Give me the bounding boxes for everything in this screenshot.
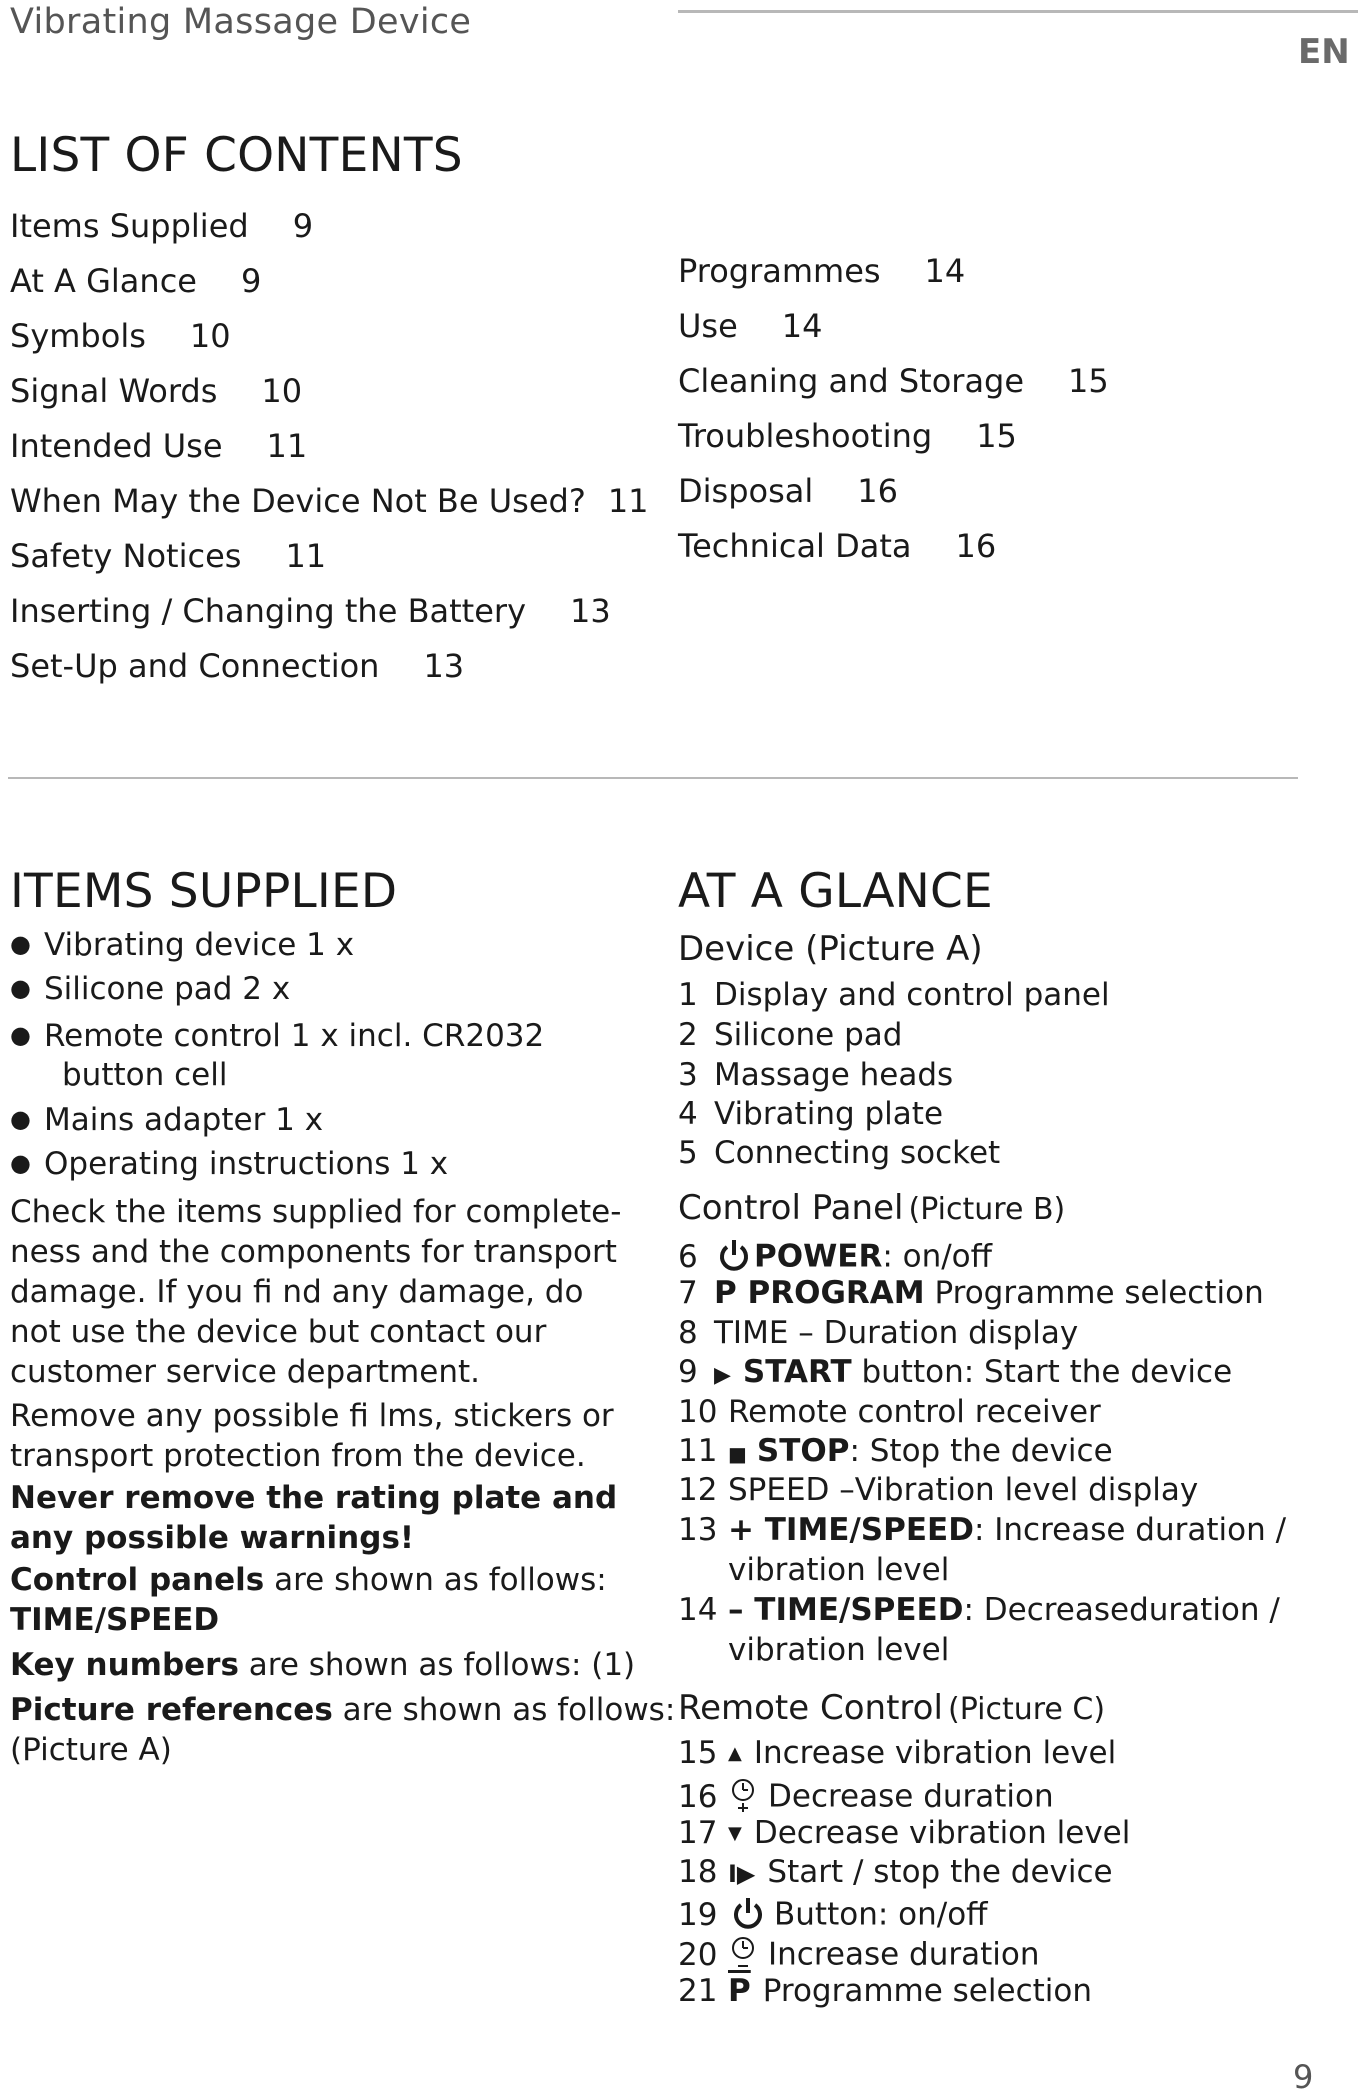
toc-entry-page: 11: [266, 427, 308, 465]
list-item-text: Remote control 1 x incl. CR2032: [44, 1018, 545, 1054]
clock-plus-icon: [728, 1936, 758, 1976]
item-number: 19: [678, 1896, 718, 1933]
list-item: [678, 1592, 1280, 1628]
header-divider: [678, 10, 1358, 13]
control-panel-subtitle: [678, 1188, 1065, 1228]
item-text: Silicone pad: [714, 1017, 903, 1053]
toc-entry-page: 11: [285, 537, 327, 575]
item-number: 4: [678, 1096, 698, 1132]
toc-entry: [10, 262, 262, 300]
item-number: 21: [678, 1973, 718, 2009]
toc-entry-page: 14: [924, 252, 966, 290]
toc-entry-label: Items Supplied: [10, 207, 249, 245]
toc-entry-page: 11: [607, 482, 649, 520]
item-label: P PROGRAM: [714, 1275, 925, 1311]
toc-entry: [10, 317, 231, 355]
item-number: 6: [678, 1238, 698, 1275]
toc-entry-label: Programmes: [678, 252, 881, 290]
item-text: Connecting socket: [714, 1135, 1001, 1171]
toc-entry: [10, 482, 649, 520]
picture-references-example: (Picture A): [10, 1732, 172, 1768]
list-item-text: Mains adapter 1 x: [44, 1102, 324, 1138]
bullet-icon: ●: [10, 1149, 31, 1177]
bullet-icon: ●: [10, 930, 31, 958]
list-item: [678, 1394, 1101, 1430]
item-number: 8: [678, 1315, 698, 1351]
power-icon: [714, 1238, 754, 1278]
toc-entry-page: 13: [423, 647, 465, 685]
p-icon: $\overline{P}$: [728, 1973, 751, 2009]
item-text: button: Start the device: [851, 1354, 1233, 1390]
toc-entry-label: Troubleshooting: [678, 417, 933, 455]
item-text: Decrease vibration level: [753, 1815, 1131, 1851]
toc-entry: [10, 427, 308, 465]
remove-paragraph: Remove any possible fi lms, stickers or transport protection from the device.: [10, 1398, 614, 1474]
list-item-text: Operating instructions 1 x: [44, 1146, 449, 1182]
toc-entry: [678, 252, 966, 290]
toc-entry-label: Set-Up and Connection: [10, 647, 380, 685]
check-paragraph: Check the items supplied for complete-ness and the components for transport damage. If you fi nd any damage, do not use the device but contact our customer service department.: [10, 1194, 622, 1390]
list-item: [10, 971, 291, 1007]
control-panels-text: are shown as follows:: [264, 1562, 607, 1598]
list-item: [678, 1433, 1113, 1469]
items-supplied-title: ITEMS SUPPLIED: [10, 864, 398, 919]
item-number: 17: [678, 1815, 718, 1851]
item-text: TIME – Duration display: [714, 1315, 1079, 1351]
item-number: 14: [678, 1592, 718, 1628]
arrow-up-icon: ▲: [728, 1743, 742, 1764]
toc-entry-label: Technical Data: [678, 527, 912, 565]
play-pause-icon: I▶: [728, 1860, 756, 1888]
toc-title: LIST OF CONTENTS: [10, 128, 463, 183]
clock-minus-icon: [728, 1778, 758, 1818]
toc-entry: [10, 592, 611, 630]
key-numbers-label: Key numbers: [10, 1647, 239, 1683]
item-number: 11: [678, 1433, 718, 1469]
list-item-text: Vibrating device 1 x: [44, 927, 355, 963]
toc-entry: [10, 372, 303, 410]
item-number: 10: [678, 1394, 718, 1430]
item-text: : Increase duration /: [973, 1512, 1287, 1548]
toc-entry-label: Cleaning and Storage: [678, 362, 1025, 400]
item-text: : Stop the device: [849, 1433, 1113, 1469]
power-icon: [728, 1896, 768, 1936]
page-number: 9: [1293, 2058, 1314, 2096]
list-item-continuation: button cell: [62, 1057, 228, 1093]
item-label: START: [742, 1354, 852, 1390]
list-item: [678, 977, 1110, 1013]
remote-control-subtitle: [678, 1688, 1105, 1728]
toc-entry: [10, 207, 314, 245]
list-item: [678, 1354, 1233, 1390]
list-item: [678, 1315, 1079, 1351]
key-numbers-text: are shown as follows: (1): [238, 1647, 636, 1683]
item-text: Button: on/off: [774, 1896, 988, 1933]
list-item: [678, 1472, 1199, 1508]
arrow-down-icon: ▼: [728, 1823, 742, 1844]
item-number: 2: [678, 1017, 698, 1053]
toc-entry-label: Safety Notices: [10, 537, 242, 575]
control-panels-note: [10, 1560, 650, 1600]
list-item: [678, 1275, 1264, 1311]
item-number: 20: [678, 1936, 718, 1973]
document-header-title: Vibrating Massage Device: [10, 2, 472, 42]
list-item: [678, 1896, 988, 1936]
item-text: : on/off: [882, 1238, 993, 1275]
item-text: Programme selection: [762, 1973, 1092, 2009]
list-item: [678, 1135, 1001, 1171]
item-text: Start / stop the device: [767, 1854, 1113, 1890]
list-item: [678, 1973, 1092, 2009]
item-number: 18: [678, 1854, 718, 1890]
toc-entry-label: Symbols: [10, 317, 146, 355]
item-text: Increase vibration level: [753, 1735, 1117, 1771]
list-item: [10, 927, 355, 963]
list-item: [678, 1017, 903, 1053]
bullet-icon: ●: [10, 974, 31, 1002]
language-label: EN: [1298, 32, 1350, 72]
toc-entry: [10, 647, 465, 685]
toc-entry: [678, 362, 1109, 400]
item-number: 3: [678, 1057, 698, 1093]
list-item: [678, 1057, 954, 1093]
item-text: Increase duration: [768, 1936, 1040, 1973]
key-numbers-note: [10, 1645, 635, 1685]
toc-entry-page: 15: [976, 417, 1017, 455]
list-item-continuation: vibration level: [728, 1632, 950, 1668]
list-item-text: Silicone pad 2 x: [44, 971, 291, 1007]
warning-paragraph: Never remove the rating plate and any possible warnings!: [10, 1480, 618, 1556]
list-item: [678, 1854, 1113, 1890]
toc-entry-label: At A Glance: [10, 262, 197, 300]
list-item: [10, 1018, 545, 1054]
list-item: [678, 1936, 1040, 1976]
toc-entry: [10, 537, 327, 575]
toc-entry-page: 9: [240, 262, 262, 300]
picture-references-text: are shown as follows:: [332, 1692, 676, 1728]
list-item: [10, 1146, 449, 1182]
toc-entry-page: 16: [857, 472, 898, 510]
item-number: 9: [678, 1354, 698, 1390]
device-subtitle: Device (Picture A): [678, 929, 983, 969]
toc-entry-page: 13: [570, 592, 611, 630]
item-text: Remote control receiver: [728, 1394, 1101, 1430]
toc-entry-page: 15: [1068, 362, 1109, 400]
control-panels-label: Control panels: [10, 1562, 265, 1598]
remote-control-title: Remote Control: [678, 1688, 943, 1728]
toc-entry: [678, 527, 997, 565]
item-number: 5: [678, 1135, 698, 1171]
play-icon: ▶: [714, 1363, 731, 1388]
list-item: [678, 1735, 1117, 1771]
stop-icon: ■: [728, 1442, 747, 1466]
toc-entry: [678, 417, 1017, 455]
toc-entry-label: When May the Device Not Be Used?: [10, 482, 586, 520]
list-item: [678, 1778, 1054, 1818]
item-number: 7: [678, 1275, 698, 1311]
at-a-glance-title: AT A GLANCE: [678, 864, 993, 919]
list-item: [10, 1102, 324, 1138]
toc-entry-label: Use: [678, 307, 738, 345]
list-item-continuation: vibration level: [728, 1552, 950, 1588]
toc-entry-label: Disposal: [678, 472, 814, 510]
bullet-icon: ●: [10, 1021, 31, 1049]
item-label: – TIME/SPEED: [728, 1592, 964, 1628]
item-label: POWER: [754, 1238, 883, 1275]
item-text: SPEED –Vibration level display: [728, 1472, 1199, 1508]
item-number: 16: [678, 1778, 718, 1815]
control-panel-ref: (Picture B): [908, 1192, 1066, 1227]
item-text: Decrease duration: [768, 1778, 1054, 1815]
item-label: STOP: [756, 1433, 850, 1469]
item-number: 12: [678, 1472, 718, 1508]
item-text: : Decreaseduration /: [963, 1592, 1280, 1628]
toc-entry-page: 14: [781, 307, 823, 345]
toc-entry-page: 10: [189, 317, 231, 355]
toc-entry: [678, 472, 898, 510]
list-item: [678, 1512, 1287, 1548]
section-divider: [8, 777, 1298, 779]
picture-references-note: [10, 1690, 675, 1730]
toc-entry-page: 16: [955, 527, 997, 565]
item-number: 1: [678, 977, 698, 1013]
toc-entry: [678, 307, 823, 345]
control-panels-example: TIME/SPEED: [10, 1602, 220, 1638]
control-panel-title: Control Panel: [678, 1188, 904, 1228]
toc-entry-page: 10: [261, 372, 303, 410]
item-label: + TIME/SPEED: [728, 1512, 974, 1548]
item-number: 15: [678, 1735, 718, 1771]
toc-entry-label: Intended Use: [10, 427, 223, 465]
picture-references-label: Picture references: [10, 1692, 333, 1728]
list-item: [678, 1096, 944, 1132]
toc-entry-label: Inserting / Changing the Battery: [10, 592, 526, 630]
toc-entry-label: Signal Words: [10, 372, 218, 410]
item-text: Vibrating plate: [714, 1096, 944, 1132]
item-text: Programme selection: [924, 1275, 1264, 1311]
item-text: Display and control panel: [714, 977, 1110, 1013]
item-number: 13: [678, 1512, 718, 1548]
list-item: [678, 1238, 992, 1278]
item-text: Massage heads: [714, 1057, 954, 1093]
list-item: [678, 1815, 1131, 1851]
bullet-icon: ●: [10, 1105, 31, 1133]
toc-entry-page: 9: [292, 207, 314, 245]
remote-control-ref: (Picture C): [948, 1692, 1106, 1727]
